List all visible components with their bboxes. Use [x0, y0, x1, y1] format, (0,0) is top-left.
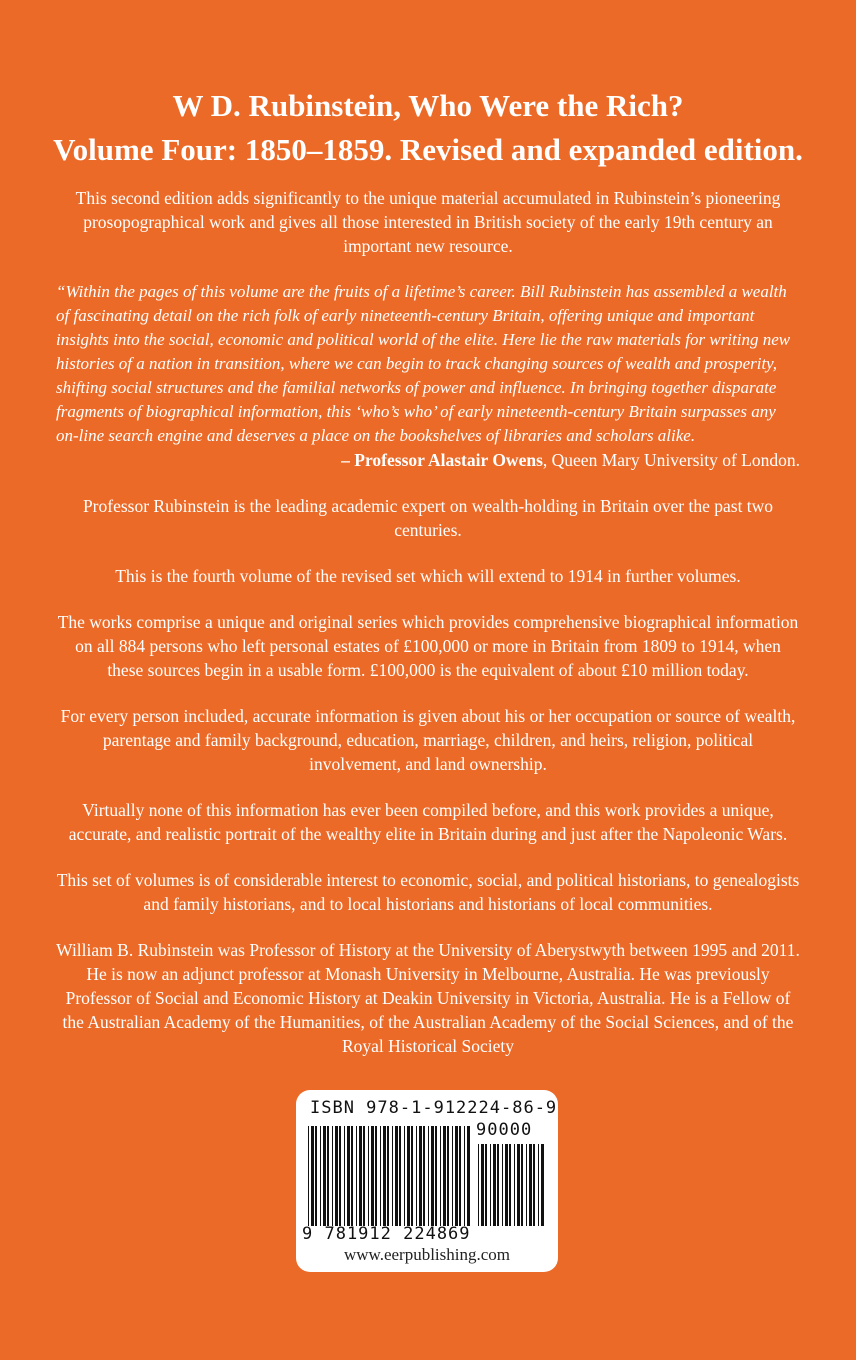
- paragraph-expert: Professor Rubinstein is the leading academic expert on wealth-holding in Britain over the past two centuries.: [82, 496, 774, 540]
- paragraph-information: For every person included, accurate information is given about his or her occupation or source of wealth, parentage and family background, education, marriage, children, and heirs, religion, political involvement, and land ownership.: [60, 706, 796, 774]
- paragraph-portrait: Virtually none of this information has ever been compiled before, and this work provides a unique, accurate, and realistic portrait of the wealthy elite in Britain during and just after the Napoleonic Wars.: [68, 800, 788, 844]
- title-line-2: Volume Four: 1850–1859. Revised and expanded edition.: [53, 132, 803, 167]
- attribution-dash: –: [341, 450, 355, 470]
- isbn-text: ISBN 978-1-912224-86-9: [310, 1098, 558, 1118]
- quote-attribution: [56, 448, 800, 472]
- barcode-bars-addon: [478, 1144, 546, 1226]
- barcode-digits: 9 781912 224869: [302, 1224, 471, 1244]
- barcode-panel: [296, 1090, 558, 1272]
- paragraph-author-bio: William B. Rubinstein was Professor of History at the University of Aberystwyth between 1995 and 2011. He is now an adjunct professor at Monash University in Melbourne, Australia. He was previously Professor of Social and Economic History at Deakin University in Victoria, Australia. He is a Fellow of the Australian Academy of the Humanities, of the Australian Academy of the Social Sciences, and of the Royal Historical Society: [56, 940, 800, 1056]
- paragraph-audience: This set of volumes is of considerable interest to economic, social, and political historians, to genealogists and family historians, and to local historians and historians of local communities.: [56, 870, 800, 914]
- title-line-1: W D. Rubinstein, Who Were the Rich?: [172, 88, 684, 123]
- barcode-bars-main: [308, 1126, 472, 1226]
- book-title: [0, 84, 856, 172]
- review-quote: “Within the pages of this volume are the fruits of a lifetime’s career. Bill Rubinstein has assembled a wealth of fascinating detail on the rich folk of early nineteenth-century Britain, offering unique and important insights into the social, economic and political world of the elite. Here lie the raw materials for writing new histories of a nation in transition, where we can begin to track changing sources of wealth and prosperity, shifting social structures and the familial networks of power and influence. In bringing together disparate fragments of biographical information, this ‘who’s who’ of early nineteenth-century Britain surpasses any on-line search engine and deserves a place on the bookshelves of libraries and scholars alike.: [56, 282, 791, 445]
- price-code: 90000: [476, 1120, 533, 1140]
- paragraph-series: The works comprise a unique and original series which provides comprehensive biographical information on all 884 persons who left personal estates of £100,000 or more in Britain from 1809 to 1914, when these sources begin in a usable form. £100,000 is the equivalent of about £10 million today.: [57, 612, 799, 680]
- blurb: [56, 186, 800, 1080]
- attribution-name: Professor Alastair Owens: [354, 450, 543, 470]
- intro-paragraph: This second edition adds significantly to the unique material accumulated in Rubinstein’s pioneering prosopographical work and gives all those interested in British society of the early 19th century an important new resource.: [75, 188, 781, 256]
- attribution-affiliation: , Queen Mary University of London.: [542, 450, 800, 470]
- publisher-url: www.eerpublishing.com: [343, 1245, 511, 1264]
- paragraph-volume: This is the fourth volume of the revised set which will extend to 1914 in further volumes.: [115, 566, 741, 586]
